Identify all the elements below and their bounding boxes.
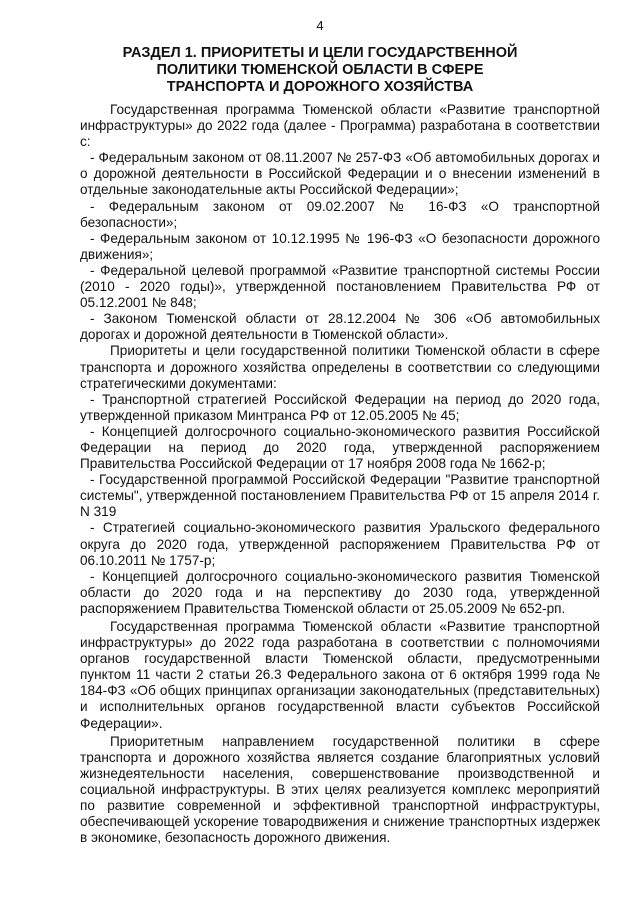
list-item: - Законом Тюменской области от 28.12.2004 № 306 «Об автомобильных дорогах и дорожной деятельности в Тюменской области». [80, 311, 600, 343]
document-body [80, 102, 600, 846]
list-item: - Государственной программой Российской Федерации "Развитие транспортной системы", утвержденной постановлением Правительства РФ от 15 апреля 2014 г. N 319 [80, 472, 600, 520]
list-item: - Федеральным законом от 10.12.1995 № 196-ФЗ «О безопасности дорожного движения»; [80, 230, 600, 262]
list-item: - Федеральной целевой программой «Развитие транспортной системы России (2010 - 2020 годы)», утвержденной постановлением Правительства РФ от 05.12.2001 № 848; [80, 262, 600, 311]
list-item: - Концепцией долгосрочного социально-экономического развития Российской Федерации на период до 2020 года, утвержденной распоряжением Правительства Российской Федерации от 17 ноября 2008 года № 1662-р; [80, 423, 600, 472]
paragraph-priorities: Приоритеты и цели государственной политики Тюменской области в сфере транспорта и дорожного хозяйства определены в соответствии со следующими стратегическими документами: [80, 343, 600, 391]
list-item: - Федеральным законом от 09.02.2007 № 16-ФЗ «О транспортной безопасности»; [80, 198, 600, 230]
paragraph-intro: Государственная программа Тюменской области «Развитие транспортной инфраструктуры» до 2022 года (далее - Программа) разработана в соответствии с: [80, 102, 600, 150]
paragraph-direction: Приоритетным направлением государственной политики в сфере транспорта и дорожного хозяйства является создание благоприятных условий жизнедеятельности населения, совершенствование производственной и социальной инфраструктуры. В этих целях реализуется комплекс мероприятий по развитие современной и эффективной транспортной инфраструктуры, обеспечивающей ускорение товародвижения и снижение транспортных издержек в экономике, безопасность дорожного движения. [80, 733, 600, 846]
list-item: - Стратегией социально-экономического развития Уральского федерального округа до 2020 года, утвержденной распоряжением Правительства РФ от 06.10.2011 № 1757-р; [80, 520, 600, 568]
page-number: 4 [316, 18, 324, 33]
paragraph-authority: Государственная программа Тюменской области «Развитие транспортной инфраструктуры» до 2022 года разработана в соответствии с полномочиями органов государственной власти Тюменской области, предусмотренными пунктом 11 части 2 статьи 26.3 Федерального закона от 6 октября 1999 года № 184-ФЗ «Об общих принципах организации законодательных (представительных) и исполнительных органов государственной власти субъектов Российской Федерации». [80, 619, 600, 731]
list-item: - Транспортной стратегией Российской Федерации на период до 2020 года, утвержденной приказом Минтранса РФ от 12.05.2005 № 45; [80, 391, 600, 423]
list-item: - Федеральным законом от 08.11.2007 № 257-ФЗ «Об автомобильных дорогах и о дорожной деятельности в Российской Федерации и о внесении изменений в отдельные законодательные акты Российской Федерации»; [80, 150, 600, 198]
section-title: РАЗДЕЛ 1. ПРИОРИТЕТЫ И ЦЕЛИ ГОСУДАРСТВЕННОЙ ПОЛИТИКИ ТЮМЕНСКОЙ ОБЛАСТИ В СФЕРЕ ТРАНСПОРТА И ДОРОЖНОГО ХОЗЯЙСТВА [122, 45, 518, 95]
list-item: - Концепцией долгосрочного социально-экономического развития Тюменской области до 2020 года и на перспективу до 2030 года, утвержденной распоряжением Правительства Тюменской области от 25.05.2009 № 652-рп. [80, 568, 600, 616]
